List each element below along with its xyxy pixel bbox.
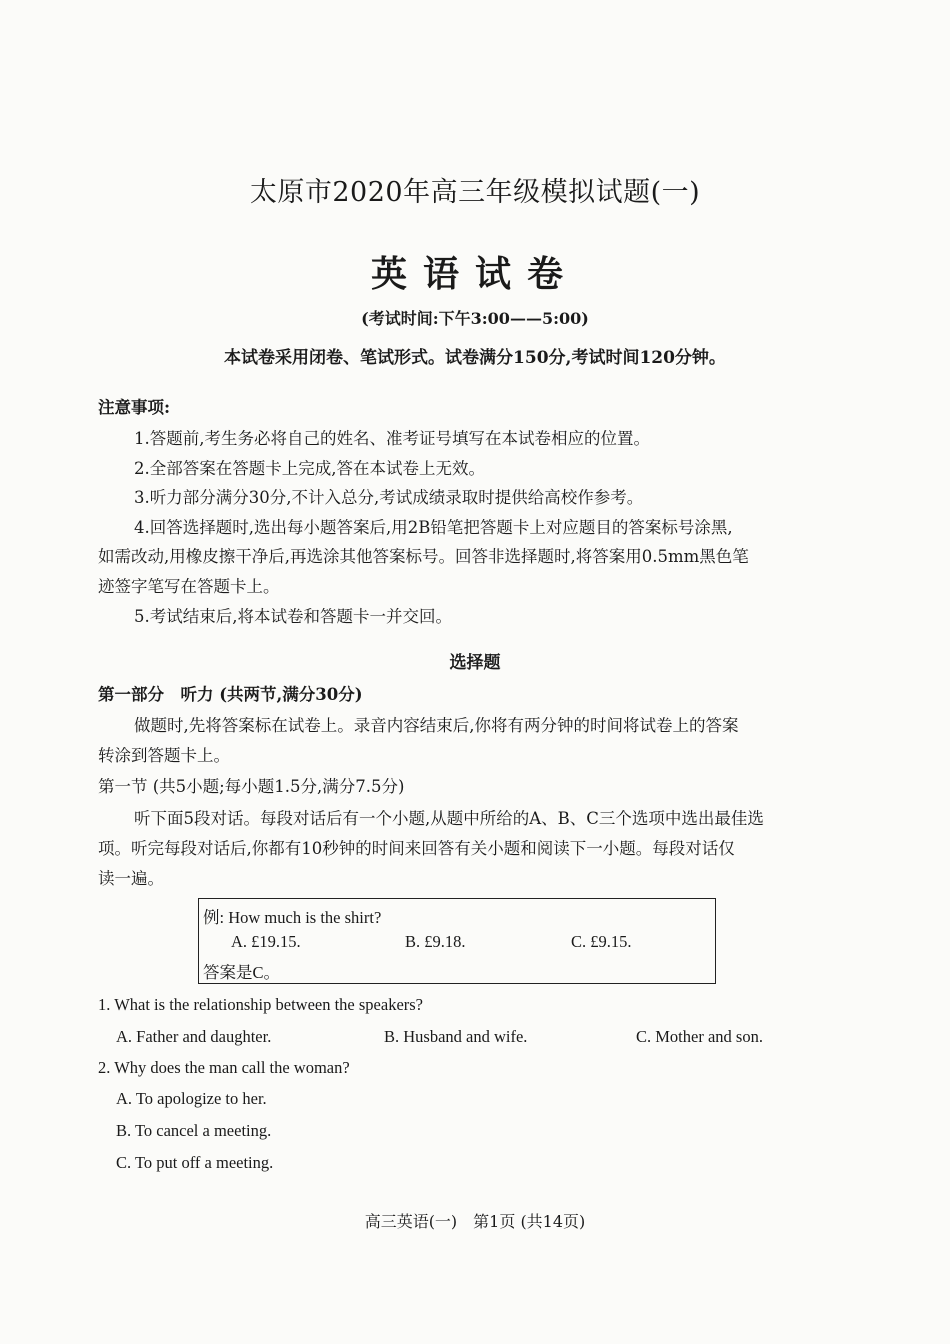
example-option: B. £9.18. <box>405 932 466 951</box>
example-option: C. £9.15. <box>571 932 632 951</box>
question-option: B. To cancel a meeting. <box>116 1121 272 1140</box>
question-option: A. Father and daughter. <box>116 1027 272 1046</box>
example-answer: 答案是C。 <box>203 963 281 982</box>
subject-title: 英语试卷 <box>370 253 579 295</box>
part1-instruction: 转涂到答题卡上。 <box>98 746 230 765</box>
sub1-instruction: 项。听完每段对话后,你都有10秒钟的时间来回答有关小题和阅读下一小题。每段对话仅 <box>98 839 735 858</box>
part1-instruction: 做题时,先将答案标在试卷上。录音内容结束后,你将有两分钟的时间将试卷上的答案 <box>134 716 739 735</box>
question-stem: 1. What is the relationship between the speakers? <box>98 995 424 1014</box>
question-option: A. To apologize to her. <box>116 1089 267 1108</box>
notice-item: 5.考试结束后,将本试卷和答题卡一并交回。 <box>134 607 452 626</box>
notice-item: 4.回答选择题时,选出每小题答案后,用2B铅笔把答题卡上对应题目的答案标号涂黑, <box>134 518 733 537</box>
page-footer: 高三英语(一) 第1页 (共14页) <box>364 1212 586 1231</box>
notice-item: 1.答题前,考生务必将自己的姓名、准考证号填写在本试卷相应的位置。 <box>134 429 650 448</box>
part1-title: 第一部分 听力 (共两节,满分30分) <box>98 685 363 704</box>
sub1-title: 第一节 (共5小题;每小题1.5分,满分7.5分) <box>98 777 405 796</box>
sub1-instruction: 听下面5段对话。每段对话后有一个小题,从题中所给的A、B、C三个选项中选出最佳选 <box>134 809 764 828</box>
question-stem: 2. Why does the man call the woman? <box>98 1058 350 1077</box>
exam-intro: 本试卷采用闭卷、笔试形式。试卷满分150分,考试时间120分钟。 <box>224 348 726 368</box>
notice-item: 3.听力部分满分30分,不计入总分,考试成绩录取时提供给高校作参考。 <box>134 488 644 507</box>
notice-item-continued: 如需改动,用橡皮擦干净后,再选涂其他答案标号。回答非选择题时,将答案用0.5mm黑色笔 <box>98 547 749 566</box>
example-box <box>198 898 716 984</box>
question-option: C. Mother and son. <box>636 1027 763 1046</box>
exam-title: 太原市2020年高三年级模拟试题(一) <box>249 177 701 208</box>
notice-item-continued: 迹签字笔写在答题卡上。 <box>98 577 280 596</box>
example-question: 例: How much is the shirt? <box>203 908 382 927</box>
question-option: B. Husband and wife. <box>384 1027 528 1046</box>
section-heading: 选择题 <box>449 653 501 673</box>
example-option: A. £19.15. <box>231 932 301 951</box>
exam-time: (考试时间:下午3:00——5:00) <box>361 309 589 328</box>
notice-heading: 注意事项: <box>98 398 171 417</box>
question-option: C. To put off a meeting. <box>116 1153 274 1172</box>
notice-item: 2.全部答案在答题卡上完成,答在本试卷上无效。 <box>134 459 485 478</box>
sub1-instruction: 读一遍。 <box>98 869 164 888</box>
